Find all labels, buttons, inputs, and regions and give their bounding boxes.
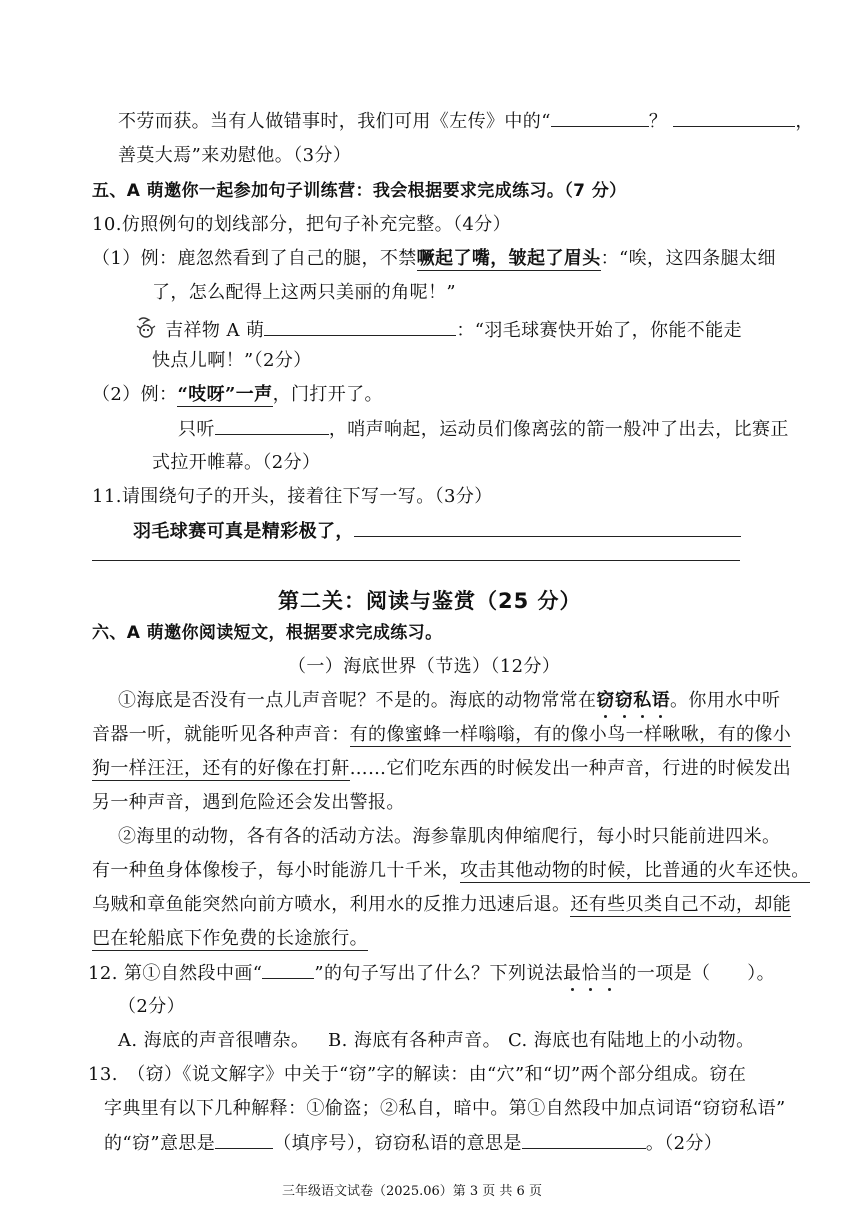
answer-line[interactable] (92, 560, 740, 561)
text-line: 快点儿啊！”（2分） (152, 350, 312, 371)
passage-line (92, 928, 368, 950)
text-line: 善莫大焉”来劝慰他。（3分） (118, 145, 352, 166)
passage-line (92, 724, 791, 746)
text: 吉祥物 A 萌 (165, 320, 265, 341)
dotted-word (596, 690, 670, 711)
answer-blank[interactable] (215, 418, 329, 435)
dotted-char: 窃 (614, 690, 634, 711)
text-line: 了，怎么配得上这两只美丽的角呢！” (152, 282, 457, 303)
passage-title: （一）海底世界（节选）（12分） (288, 656, 561, 677)
underlined-sentence: 有的像蜜蜂一样嗡嗡，有的像小鸟一样啾啾，有的像小 (349, 724, 792, 745)
answer-blank[interactable] (673, 110, 795, 127)
underlined-sentence: 还有些贝类自己不动，却能 (570, 894, 792, 915)
question-11: 11.请围绕句子的开头，接着往下写一写。（3分） (92, 486, 493, 507)
passage-line: 另一种声音，遇到危险还会发出警报。 (92, 792, 405, 813)
text-line (92, 384, 383, 406)
text: （2）例： (92, 384, 178, 405)
underlined-sentence: 巴在轮船底下作免费的长途旅行。 (92, 928, 368, 949)
text: 。（2分） (645, 1133, 723, 1154)
dotted-char: 语 (651, 690, 671, 711)
line-sample (262, 962, 314, 979)
option-b[interactable]: B. 海底有各种声音。 (328, 1030, 502, 1051)
text-line: 字典里有以下几种解释：①偷盗；②私自，暗中。第①自然段中加点词语“窃窃私语” (104, 1098, 786, 1119)
dotted-char: 最 (563, 963, 582, 984)
text: ，门打开了。 (272, 384, 383, 405)
mascot-icon (133, 316, 159, 340)
underlined-sentence: 狗一样汪汪，还有的好像在打鼾 (92, 758, 350, 779)
question-13: 13. （窃）《说文解字》中关于“窃”字的解读：由“穴”和“切”两个部分组成。窃在 (88, 1064, 747, 1085)
answer-blank[interactable] (522, 1132, 646, 1149)
passage-line (92, 758, 791, 780)
answer-blank[interactable] (551, 110, 649, 127)
text-line (133, 520, 741, 543)
dotted-char: 窃 (596, 690, 615, 711)
text-line (92, 248, 776, 270)
text: 。你用水中听 (670, 690, 781, 711)
option-c[interactable]: C. 海底也有陆地上的小动物。 (508, 1030, 755, 1051)
part-title: 第二关：阅读与鉴赏（25 分） (278, 589, 582, 613)
text-line: 式拉开帷幕。（2分） (152, 452, 321, 473)
passage-line (92, 860, 810, 882)
text: ……它们吃东西的时候发出一种声音，行进的时候发出 (349, 758, 792, 779)
text: 羽毛球赛可真是精彩极了， (133, 521, 354, 542)
underlined-example: 噘起了嘴，皱起了眉头 (416, 248, 601, 269)
text (596, 690, 670, 711)
answer-blank[interactable] (354, 520, 741, 537)
section-heading: 五、A 萌邀你一起参加句子训练营：我会根据要求完成练习。（7 分） (92, 181, 627, 201)
text-line (118, 110, 814, 133)
option-a[interactable]: A. 海底的声音很嘈杂。 (118, 1030, 310, 1051)
text (563, 963, 618, 984)
text: 的“窃”意思是 (104, 1133, 216, 1154)
answer-blank[interactable] (215, 1132, 273, 1149)
text: 的一项是（ ）。 (618, 963, 775, 984)
page-footer: 三年级语文试卷（2025.06）第 3 页 共 6 页 (282, 1184, 542, 1199)
question-12 (88, 962, 775, 985)
section-heading: 六、A 萌邀你阅读短文，根据要求完成练习。 (92, 623, 443, 643)
answer-blank[interactable] (264, 319, 456, 336)
text: ：“羽毛球赛快开始了，你能不能走 (456, 320, 742, 341)
text: 有一种鱼身体像梭子，每小时能游几十千米， (92, 860, 460, 881)
text: ， (795, 111, 814, 132)
text: ①海底是否没有一点儿声音呢？不是的。海底的动物常常在 (118, 690, 597, 711)
question-10: 10.仿照例句的划线部分，把句子补充完整。（4分） (92, 214, 512, 235)
passage-line (92, 894, 791, 916)
text-line (133, 316, 742, 342)
text-line: （2分） (118, 996, 186, 1017)
underlined-example: “吱呀”一声 (177, 384, 273, 405)
text: （1）例：鹿忽然看到了自己的腿，不禁 (92, 248, 417, 269)
text-line (104, 1132, 722, 1155)
text: 12. 第①自然段中画“ (88, 963, 263, 984)
underlined-sentence: 攻击其他动物的时候，比普通的火车还快。 (460, 860, 810, 881)
text: ：“唉，这四条腿太细 (600, 248, 776, 269)
dotted-char: 恰 (581, 963, 600, 984)
text: 乌贼和章鱼能突然向前方喷水，利用水的反推力迅速后退。 (92, 894, 571, 915)
dotted-char: 当 (599, 963, 619, 984)
dotted-char: 私 (633, 690, 652, 711)
text: 不劳而获。当有人做错事时，我们可用《左传》中的“ (118, 111, 551, 132)
passage-line: ②海里的动物，各有各的活动方法。海参靠肌肉伸缩爬行，每小时只能前进四米。 (118, 826, 781, 847)
text: ”的句子写出了什么？下列说法 (314, 963, 564, 984)
text: （填序号），窃窃私语的意思是 (273, 1133, 522, 1154)
text: 音器一听，就能听见各种声音： (92, 724, 350, 745)
text-line (178, 418, 789, 441)
text: ，哨声响起，运动员们像离弦的箭一般冲了出去，比赛正 (328, 419, 789, 440)
text: ？ (648, 111, 668, 132)
dotted-word (563, 963, 618, 984)
passage-line (118, 690, 780, 712)
text: 只听 (178, 419, 215, 440)
